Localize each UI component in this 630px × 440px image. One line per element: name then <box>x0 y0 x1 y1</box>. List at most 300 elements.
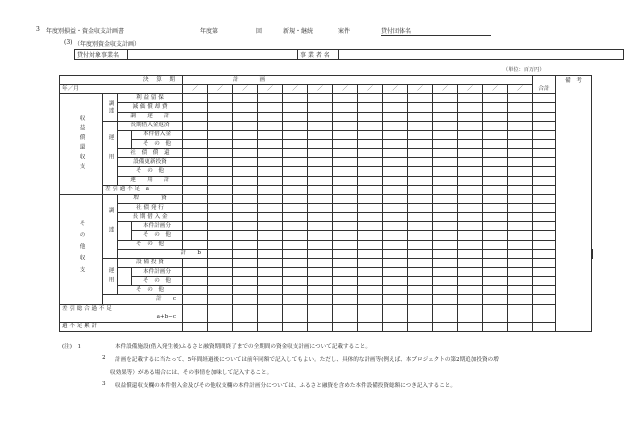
value-cell[interactable] <box>358 240 383 249</box>
value-cell[interactable] <box>258 304 283 322</box>
value-cell[interactable] <box>283 213 308 222</box>
value-cell[interactable] <box>308 213 333 222</box>
value-cell[interactable] <box>383 130 408 139</box>
value-cell[interactable] <box>333 203 358 212</box>
value-cell[interactable] <box>508 121 533 130</box>
value-cell[interactable] <box>183 231 208 240</box>
value-cell[interactable] <box>233 94 258 103</box>
value-cell[interactable] <box>258 112 283 121</box>
value-cell[interactable] <box>308 185 333 194</box>
value-cell[interactable] <box>358 139 383 148</box>
value-cell[interactable] <box>208 112 233 121</box>
value-cell[interactable] <box>358 304 383 322</box>
value-cell[interactable] <box>483 231 508 240</box>
value-cell[interactable] <box>283 94 308 103</box>
value-cell[interactable] <box>458 94 483 103</box>
value-cell[interactable] <box>383 203 408 212</box>
value-cell[interactable] <box>208 121 233 130</box>
value-cell[interactable] <box>233 139 258 148</box>
total-cell[interactable] <box>533 194 556 203</box>
total-cell[interactable] <box>533 176 556 185</box>
value-cell[interactable] <box>333 158 358 167</box>
value-cell[interactable] <box>258 121 283 130</box>
value-cell[interactable] <box>483 194 508 203</box>
value-cell[interactable] <box>458 213 483 222</box>
value-cell[interactable] <box>458 286 483 295</box>
value-cell[interactable] <box>458 139 483 148</box>
value-cell[interactable] <box>183 295 208 304</box>
value-cell[interactable] <box>383 231 408 240</box>
value-cell[interactable] <box>358 103 383 112</box>
value-cell[interactable] <box>408 176 433 185</box>
value-cell[interactable] <box>333 121 358 130</box>
year-month-slash[interactable]: ／ <box>483 85 508 94</box>
value-cell[interactable] <box>508 203 533 212</box>
value-cell[interactable] <box>458 130 483 139</box>
value-cell[interactable] <box>183 185 208 194</box>
value-cell[interactable] <box>458 203 483 212</box>
value-cell[interactable] <box>508 258 533 267</box>
total-cell[interactable] <box>533 222 556 231</box>
value-cell[interactable] <box>283 267 308 276</box>
value-cell[interactable] <box>433 277 458 286</box>
value-cell[interactable] <box>433 322 458 331</box>
value-cell[interactable] <box>383 267 408 276</box>
year-month-slash[interactable]: ／ <box>458 85 483 94</box>
value-cell[interactable] <box>183 121 208 130</box>
value-cell[interactable] <box>283 176 308 185</box>
value-cell[interactable] <box>258 231 283 240</box>
value-cell[interactable] <box>283 130 308 139</box>
value-cell[interactable] <box>208 194 233 203</box>
value-cell[interactable] <box>483 149 508 158</box>
value-cell[interactable] <box>458 112 483 121</box>
value-cell[interactable] <box>433 139 458 148</box>
value-cell[interactable] <box>433 130 458 139</box>
total-cell[interactable] <box>533 231 556 240</box>
value-cell[interactable] <box>308 149 333 158</box>
value-cell[interactable] <box>183 213 208 222</box>
value-cell[interactable] <box>483 304 508 322</box>
value-cell[interactable] <box>283 258 308 267</box>
year-month-slash[interactable]: ／ <box>283 85 308 94</box>
value-cell[interactable] <box>383 94 408 103</box>
value-cell[interactable] <box>233 213 258 222</box>
value-cell[interactable] <box>283 295 308 304</box>
value-cell[interactable] <box>358 185 383 194</box>
value-cell[interactable] <box>183 240 208 249</box>
value-cell[interactable] <box>383 240 408 249</box>
value-cell[interactable] <box>358 322 383 331</box>
value-cell[interactable] <box>258 295 283 304</box>
value-cell[interactable] <box>433 185 458 194</box>
value-cell[interactable] <box>183 203 208 212</box>
value-cell[interactable] <box>358 194 383 203</box>
value-cell[interactable] <box>383 258 408 267</box>
value-cell[interactable] <box>458 176 483 185</box>
value-cell[interactable] <box>458 231 483 240</box>
value-cell[interactable] <box>358 121 383 130</box>
year-month-slash[interactable]: ／ <box>508 85 533 94</box>
value-cell[interactable] <box>333 130 358 139</box>
value-cell[interactable] <box>483 240 508 249</box>
value-cell[interactable] <box>458 304 483 322</box>
value-cell[interactable] <box>183 176 208 185</box>
value-cell[interactable] <box>383 277 408 286</box>
value-cell[interactable] <box>308 231 333 240</box>
value-cell[interactable] <box>508 213 533 222</box>
value-cell[interactable] <box>183 167 208 176</box>
value-cell[interactable] <box>233 167 258 176</box>
value-cell[interactable] <box>283 158 308 167</box>
value-cell[interactable] <box>483 203 508 212</box>
value-cell[interactable] <box>458 167 483 176</box>
value-cell[interactable] <box>408 258 433 267</box>
value-cell[interactable] <box>483 286 508 295</box>
target-value[interactable] <box>128 50 298 60</box>
value-cell[interactable] <box>308 222 333 231</box>
value-cell[interactable] <box>358 267 383 276</box>
year-month-slash[interactable]: ／ <box>308 85 333 94</box>
value-cell[interactable] <box>483 222 508 231</box>
total-cell[interactable] <box>533 322 556 331</box>
value-cell[interactable] <box>433 213 458 222</box>
value-cell[interactable] <box>433 304 458 322</box>
value-cell[interactable] <box>508 304 533 322</box>
value-cell[interactable] <box>258 94 283 103</box>
value-cell[interactable] <box>433 167 458 176</box>
year-month-slash[interactable]: ／ <box>183 85 208 94</box>
total-cell[interactable] <box>533 213 556 222</box>
year-month-slash[interactable]: ／ <box>233 85 258 94</box>
value-cell[interactable] <box>508 139 533 148</box>
value-cell[interactable] <box>208 240 233 249</box>
value-cell[interactable] <box>433 267 458 276</box>
value-cell[interactable] <box>258 176 283 185</box>
value-cell[interactable] <box>258 194 283 203</box>
value-cell[interactable] <box>258 240 283 249</box>
value-cell[interactable] <box>358 277 383 286</box>
value-cell[interactable] <box>458 194 483 203</box>
value-cell[interactable] <box>308 103 333 112</box>
value-cell[interactable] <box>508 185 533 194</box>
total-cell[interactable] <box>533 277 556 286</box>
value-cell[interactable] <box>508 277 533 286</box>
value-cell[interactable] <box>333 258 358 267</box>
total-cell[interactable] <box>533 240 556 249</box>
value-cell[interactable] <box>333 267 358 276</box>
value-cell[interactable] <box>333 213 358 222</box>
value-cell[interactable] <box>283 121 308 130</box>
value-cell[interactable] <box>208 267 233 276</box>
total-cell[interactable] <box>533 304 556 322</box>
year-month-slash[interactable]: ／ <box>408 85 433 94</box>
value-cell[interactable] <box>508 112 533 121</box>
value-cell[interactable] <box>308 240 333 249</box>
value-cell[interactable] <box>433 194 458 203</box>
value-cell[interactable] <box>333 176 358 185</box>
value-cell[interactable] <box>358 158 383 167</box>
value-cell[interactable] <box>483 103 508 112</box>
value-cell[interactable] <box>508 240 533 249</box>
value-cell[interactable] <box>283 139 308 148</box>
value-cell[interactable] <box>308 112 333 121</box>
value-cell[interactable] <box>233 267 258 276</box>
value-cell[interactable] <box>283 112 308 121</box>
value-cell[interactable] <box>458 240 483 249</box>
total-cell[interactable] <box>533 158 556 167</box>
value-cell[interactable] <box>358 213 383 222</box>
value-cell[interactable] <box>183 267 208 276</box>
value-cell[interactable] <box>183 304 208 322</box>
value-cell[interactable] <box>433 203 458 212</box>
value-cell[interactable] <box>383 176 408 185</box>
value-cell[interactable] <box>258 322 283 331</box>
year-month-slash[interactable]: ／ <box>383 85 408 94</box>
value-cell[interactable] <box>333 167 358 176</box>
value-cell[interactable] <box>508 267 533 276</box>
value-cell[interactable] <box>483 158 508 167</box>
value-cell[interactable] <box>233 304 258 322</box>
value-cell[interactable] <box>308 194 333 203</box>
value-cell[interactable] <box>283 322 308 331</box>
value-cell[interactable] <box>333 249 358 258</box>
value-cell[interactable] <box>408 277 433 286</box>
value-cell[interactable] <box>408 222 433 231</box>
value-cell[interactable] <box>258 158 283 167</box>
value-cell[interactable] <box>208 295 233 304</box>
value-cell[interactable] <box>308 295 333 304</box>
value-cell[interactable] <box>208 103 233 112</box>
total-cell[interactable] <box>533 130 556 139</box>
value-cell[interactable] <box>458 295 483 304</box>
value-cell[interactable] <box>358 249 383 258</box>
value-cell[interactable] <box>258 249 283 258</box>
value-cell[interactable] <box>208 139 233 148</box>
year-month-slash[interactable]: ／ <box>333 85 358 94</box>
value-cell[interactable] <box>433 231 458 240</box>
value-cell[interactable] <box>458 322 483 331</box>
value-cell[interactable] <box>483 249 508 258</box>
value-cell[interactable] <box>408 203 433 212</box>
value-cell[interactable] <box>233 286 258 295</box>
value-cell[interactable] <box>483 121 508 130</box>
value-cell[interactable] <box>383 158 408 167</box>
value-cell[interactable] <box>408 139 433 148</box>
value-cell[interactable] <box>483 322 508 331</box>
value-cell[interactable] <box>333 322 358 331</box>
value-cell[interactable] <box>483 185 508 194</box>
value-cell[interactable] <box>308 203 333 212</box>
value-cell[interactable] <box>458 149 483 158</box>
total-cell[interactable] <box>533 149 556 158</box>
value-cell[interactable] <box>508 167 533 176</box>
value-cell[interactable] <box>208 277 233 286</box>
total-cell[interactable] <box>533 103 556 112</box>
value-cell[interactable] <box>233 112 258 121</box>
value-cell[interactable] <box>233 277 258 286</box>
value-cell[interactable] <box>533 249 556 258</box>
value-cell[interactable] <box>283 103 308 112</box>
value-cell[interactable] <box>233 231 258 240</box>
value-cell[interactable] <box>183 130 208 139</box>
value-cell[interactable] <box>433 176 458 185</box>
value-cell[interactable] <box>383 112 408 121</box>
value-cell[interactable] <box>408 267 433 276</box>
operator-value[interactable] <box>339 50 624 60</box>
value-cell[interactable] <box>333 222 358 231</box>
value-cell[interactable] <box>283 167 308 176</box>
value-cell[interactable] <box>483 295 508 304</box>
value-cell[interactable] <box>183 139 208 148</box>
value-cell[interactable] <box>308 277 333 286</box>
value-cell[interactable] <box>383 304 408 322</box>
value-cell[interactable] <box>258 222 283 231</box>
value-cell[interactable] <box>308 267 333 276</box>
value-cell[interactable] <box>458 103 483 112</box>
total-cell[interactable] <box>533 121 556 130</box>
value-cell[interactable] <box>408 112 433 121</box>
value-cell[interactable] <box>483 277 508 286</box>
value-cell[interactable] <box>208 258 233 267</box>
value-cell[interactable] <box>433 240 458 249</box>
value-cell[interactable] <box>408 121 433 130</box>
value-cell[interactable] <box>408 304 433 322</box>
value-cell[interactable] <box>433 149 458 158</box>
value-cell[interactable] <box>258 185 283 194</box>
value-cell[interactable] <box>308 158 333 167</box>
value-cell[interactable] <box>233 240 258 249</box>
value-cell[interactable] <box>233 121 258 130</box>
value-cell[interactable] <box>483 139 508 148</box>
value-cell[interactable] <box>283 149 308 158</box>
value-cell[interactable] <box>333 94 358 103</box>
value-cell[interactable] <box>208 203 233 212</box>
value-cell[interactable] <box>308 94 333 103</box>
value-cell[interactable] <box>333 277 358 286</box>
value-cell[interactable] <box>383 194 408 203</box>
value-cell[interactable] <box>258 130 283 139</box>
value-cell[interactable] <box>433 286 458 295</box>
value-cell[interactable] <box>383 249 408 258</box>
value-cell[interactable] <box>333 112 358 121</box>
value-cell[interactable] <box>208 249 233 258</box>
value-cell[interactable] <box>383 185 408 194</box>
value-cell[interactable] <box>233 185 258 194</box>
value-cell[interactable] <box>183 322 208 331</box>
value-cell[interactable] <box>183 149 208 158</box>
value-cell[interactable] <box>508 176 533 185</box>
value-cell[interactable] <box>408 213 433 222</box>
value-cell[interactable] <box>208 213 233 222</box>
value-cell[interactable] <box>258 267 283 276</box>
value-cell[interactable] <box>308 286 333 295</box>
value-cell[interactable] <box>433 258 458 267</box>
value-cell[interactable] <box>308 167 333 176</box>
value-cell[interactable] <box>458 267 483 276</box>
value-cell[interactable] <box>508 130 533 139</box>
value-cell[interactable] <box>408 295 433 304</box>
value-cell[interactable] <box>433 94 458 103</box>
value-cell[interactable] <box>458 222 483 231</box>
value-cell[interactable] <box>333 194 358 203</box>
value-cell[interactable] <box>358 295 383 304</box>
value-cell[interactable] <box>358 203 383 212</box>
value-cell[interactable] <box>208 176 233 185</box>
total-cell[interactable] <box>533 167 556 176</box>
total-cell[interactable] <box>533 112 556 121</box>
value-cell[interactable] <box>233 149 258 158</box>
value-cell[interactable] <box>333 304 358 322</box>
value-cell[interactable] <box>283 240 308 249</box>
value-cell[interactable] <box>308 258 333 267</box>
total-cell[interactable] <box>533 286 556 295</box>
value-cell[interactable] <box>383 139 408 148</box>
value-cell[interactable] <box>183 194 208 203</box>
value-cell[interactable] <box>208 149 233 158</box>
total-cell[interactable] <box>533 295 556 304</box>
value-cell[interactable] <box>408 158 433 167</box>
value-cell[interactable] <box>258 103 283 112</box>
value-cell[interactable] <box>508 286 533 295</box>
value-cell[interactable] <box>483 130 508 139</box>
value-cell[interactable] <box>208 322 233 331</box>
value-cell[interactable] <box>308 176 333 185</box>
value-cell[interactable] <box>283 203 308 212</box>
value-cell[interactable] <box>208 304 233 322</box>
value-cell[interactable] <box>183 112 208 121</box>
value-cell[interactable] <box>483 258 508 267</box>
value-cell[interactable] <box>358 258 383 267</box>
value-cell[interactable] <box>258 258 283 267</box>
value-cell[interactable] <box>233 203 258 212</box>
value-cell[interactable] <box>433 222 458 231</box>
value-cell[interactable] <box>408 130 433 139</box>
value-cell[interactable] <box>333 231 358 240</box>
value-cell[interactable] <box>208 286 233 295</box>
value-cell[interactable] <box>358 176 383 185</box>
value-cell[interactable] <box>258 277 283 286</box>
total-cell[interactable] <box>533 267 556 276</box>
value-cell[interactable] <box>508 249 533 258</box>
value-cell[interactable] <box>483 267 508 276</box>
value-cell[interactable] <box>283 249 308 258</box>
value-cell[interactable] <box>408 286 433 295</box>
total-cell[interactable] <box>592 249 593 258</box>
value-cell[interactable] <box>458 121 483 130</box>
value-cell[interactable] <box>508 231 533 240</box>
value-cell[interactable] <box>208 94 233 103</box>
value-cell[interactable] <box>308 249 333 258</box>
value-cell[interactable] <box>508 158 533 167</box>
value-cell[interactable] <box>358 130 383 139</box>
value-cell[interactable] <box>433 158 458 167</box>
value-cell[interactable] <box>208 185 233 194</box>
value-cell[interactable] <box>258 286 283 295</box>
value-cell[interactable] <box>383 213 408 222</box>
value-cell[interactable] <box>333 185 358 194</box>
value-cell[interactable] <box>358 149 383 158</box>
value-cell[interactable] <box>408 149 433 158</box>
value-cell[interactable] <box>208 130 233 139</box>
value-cell[interactable] <box>283 286 308 295</box>
value-cell[interactable] <box>183 222 208 231</box>
value-cell[interactable] <box>308 121 333 130</box>
value-cell[interactable] <box>383 149 408 158</box>
value-cell[interactable] <box>308 139 333 148</box>
value-cell[interactable] <box>283 231 308 240</box>
value-cell[interactable] <box>283 185 308 194</box>
